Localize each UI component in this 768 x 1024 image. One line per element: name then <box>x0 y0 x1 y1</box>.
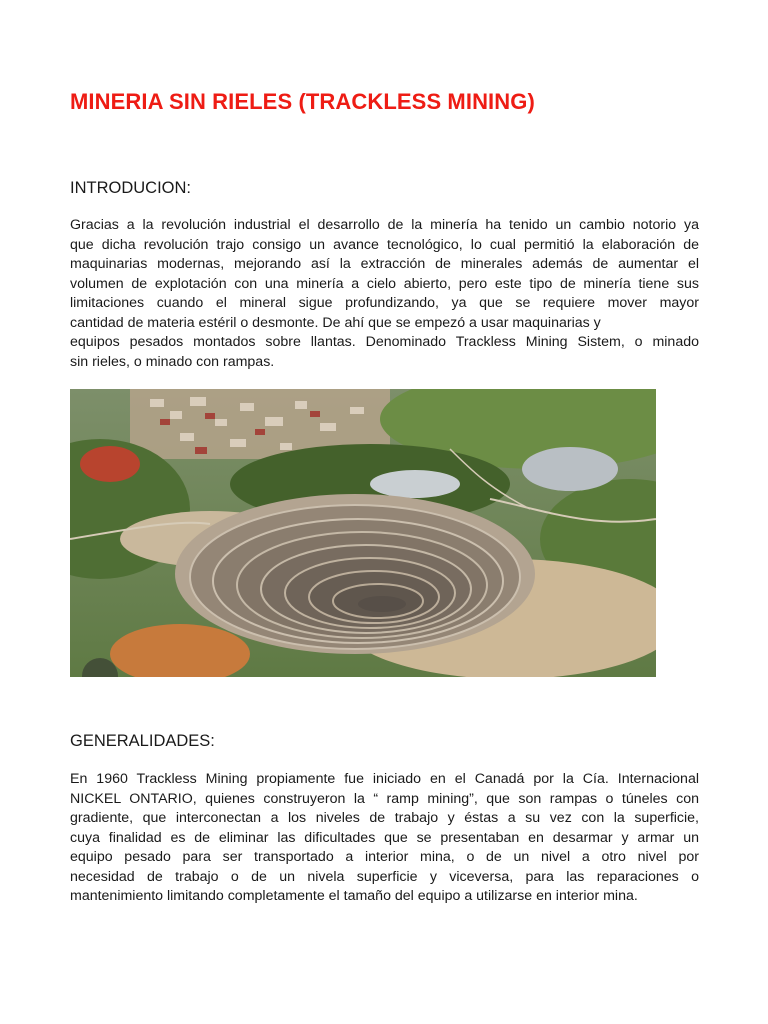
intro-line: que dicha revolución trajo consigo un avance tecnológico, lo cual permitió la elaboración de <box>70 236 699 253</box>
intro-line: volumen de explotación con una minería a cielo abierto, pero este tipo de minería tiene sus <box>70 275 699 292</box>
intro-line: limitaciones cuando el mineral sigue profundizando, ya que se requiere mover mayor <box>70 295 699 311</box>
generalidades-line: necesidad de trabajo o de un nivela superficie y viceversa, para las reparaciones o <box>70 868 699 885</box>
intro-line: Gracias a la revolución industrial el desarrollo de la minería ha tenido un cambio notorio ya <box>70 217 699 233</box>
intro-line: maquinarias modernas, mejorando así la extracción de minerales además de aumentar el <box>70 256 699 272</box>
document-title: MINERIA SIN RIELES (TRACKLESS MINING) <box>70 89 535 114</box>
open-pit-mine-photo <box>70 389 656 677</box>
generalidades-line: gradiente, que interconectan a los niveles de trabajo y éstas a su vez con la superficie, <box>70 810 699 826</box>
intro-heading: INTRODUCION: <box>70 179 191 197</box>
generalidades-line: equipo pesado para ser transportado a interior mina, o de un nivel a otro nivel por <box>70 849 699 865</box>
generalidades-line: En 1960 Trackless Mining propiamente fue iniciado en el Canadá por la Cía. Internacional <box>70 771 699 787</box>
generalidades-paragraph <box>70 770 699 907</box>
generalidades-line: NICKEL ONTARIO, quienes construyeron la “ ramp mining”, que son rampas o túneles con <box>70 790 699 807</box>
intro-line: equipos pesados montados sobre llantas. Denominado Trackless Mining Sistem, o minado <box>70 334 699 350</box>
intro-line: cantidad de materia estéril o desmonte. De ahí que se empezó a usar maquinarias y <box>70 314 601 331</box>
generalidades-line: mantenimiento limitando completamente el tamaño del equipo a utilizarse en interior mina. <box>70 888 638 904</box>
intro-paragraph <box>70 216 699 372</box>
generalidades-heading: GENERALIDADES: <box>70 732 215 750</box>
intro-line: sin rieles, o minado con rampas. <box>70 353 275 370</box>
generalidades-line: cuya finalidad es de eliminar las dificultades que se presentaban en desarmar y armar un <box>70 829 699 846</box>
